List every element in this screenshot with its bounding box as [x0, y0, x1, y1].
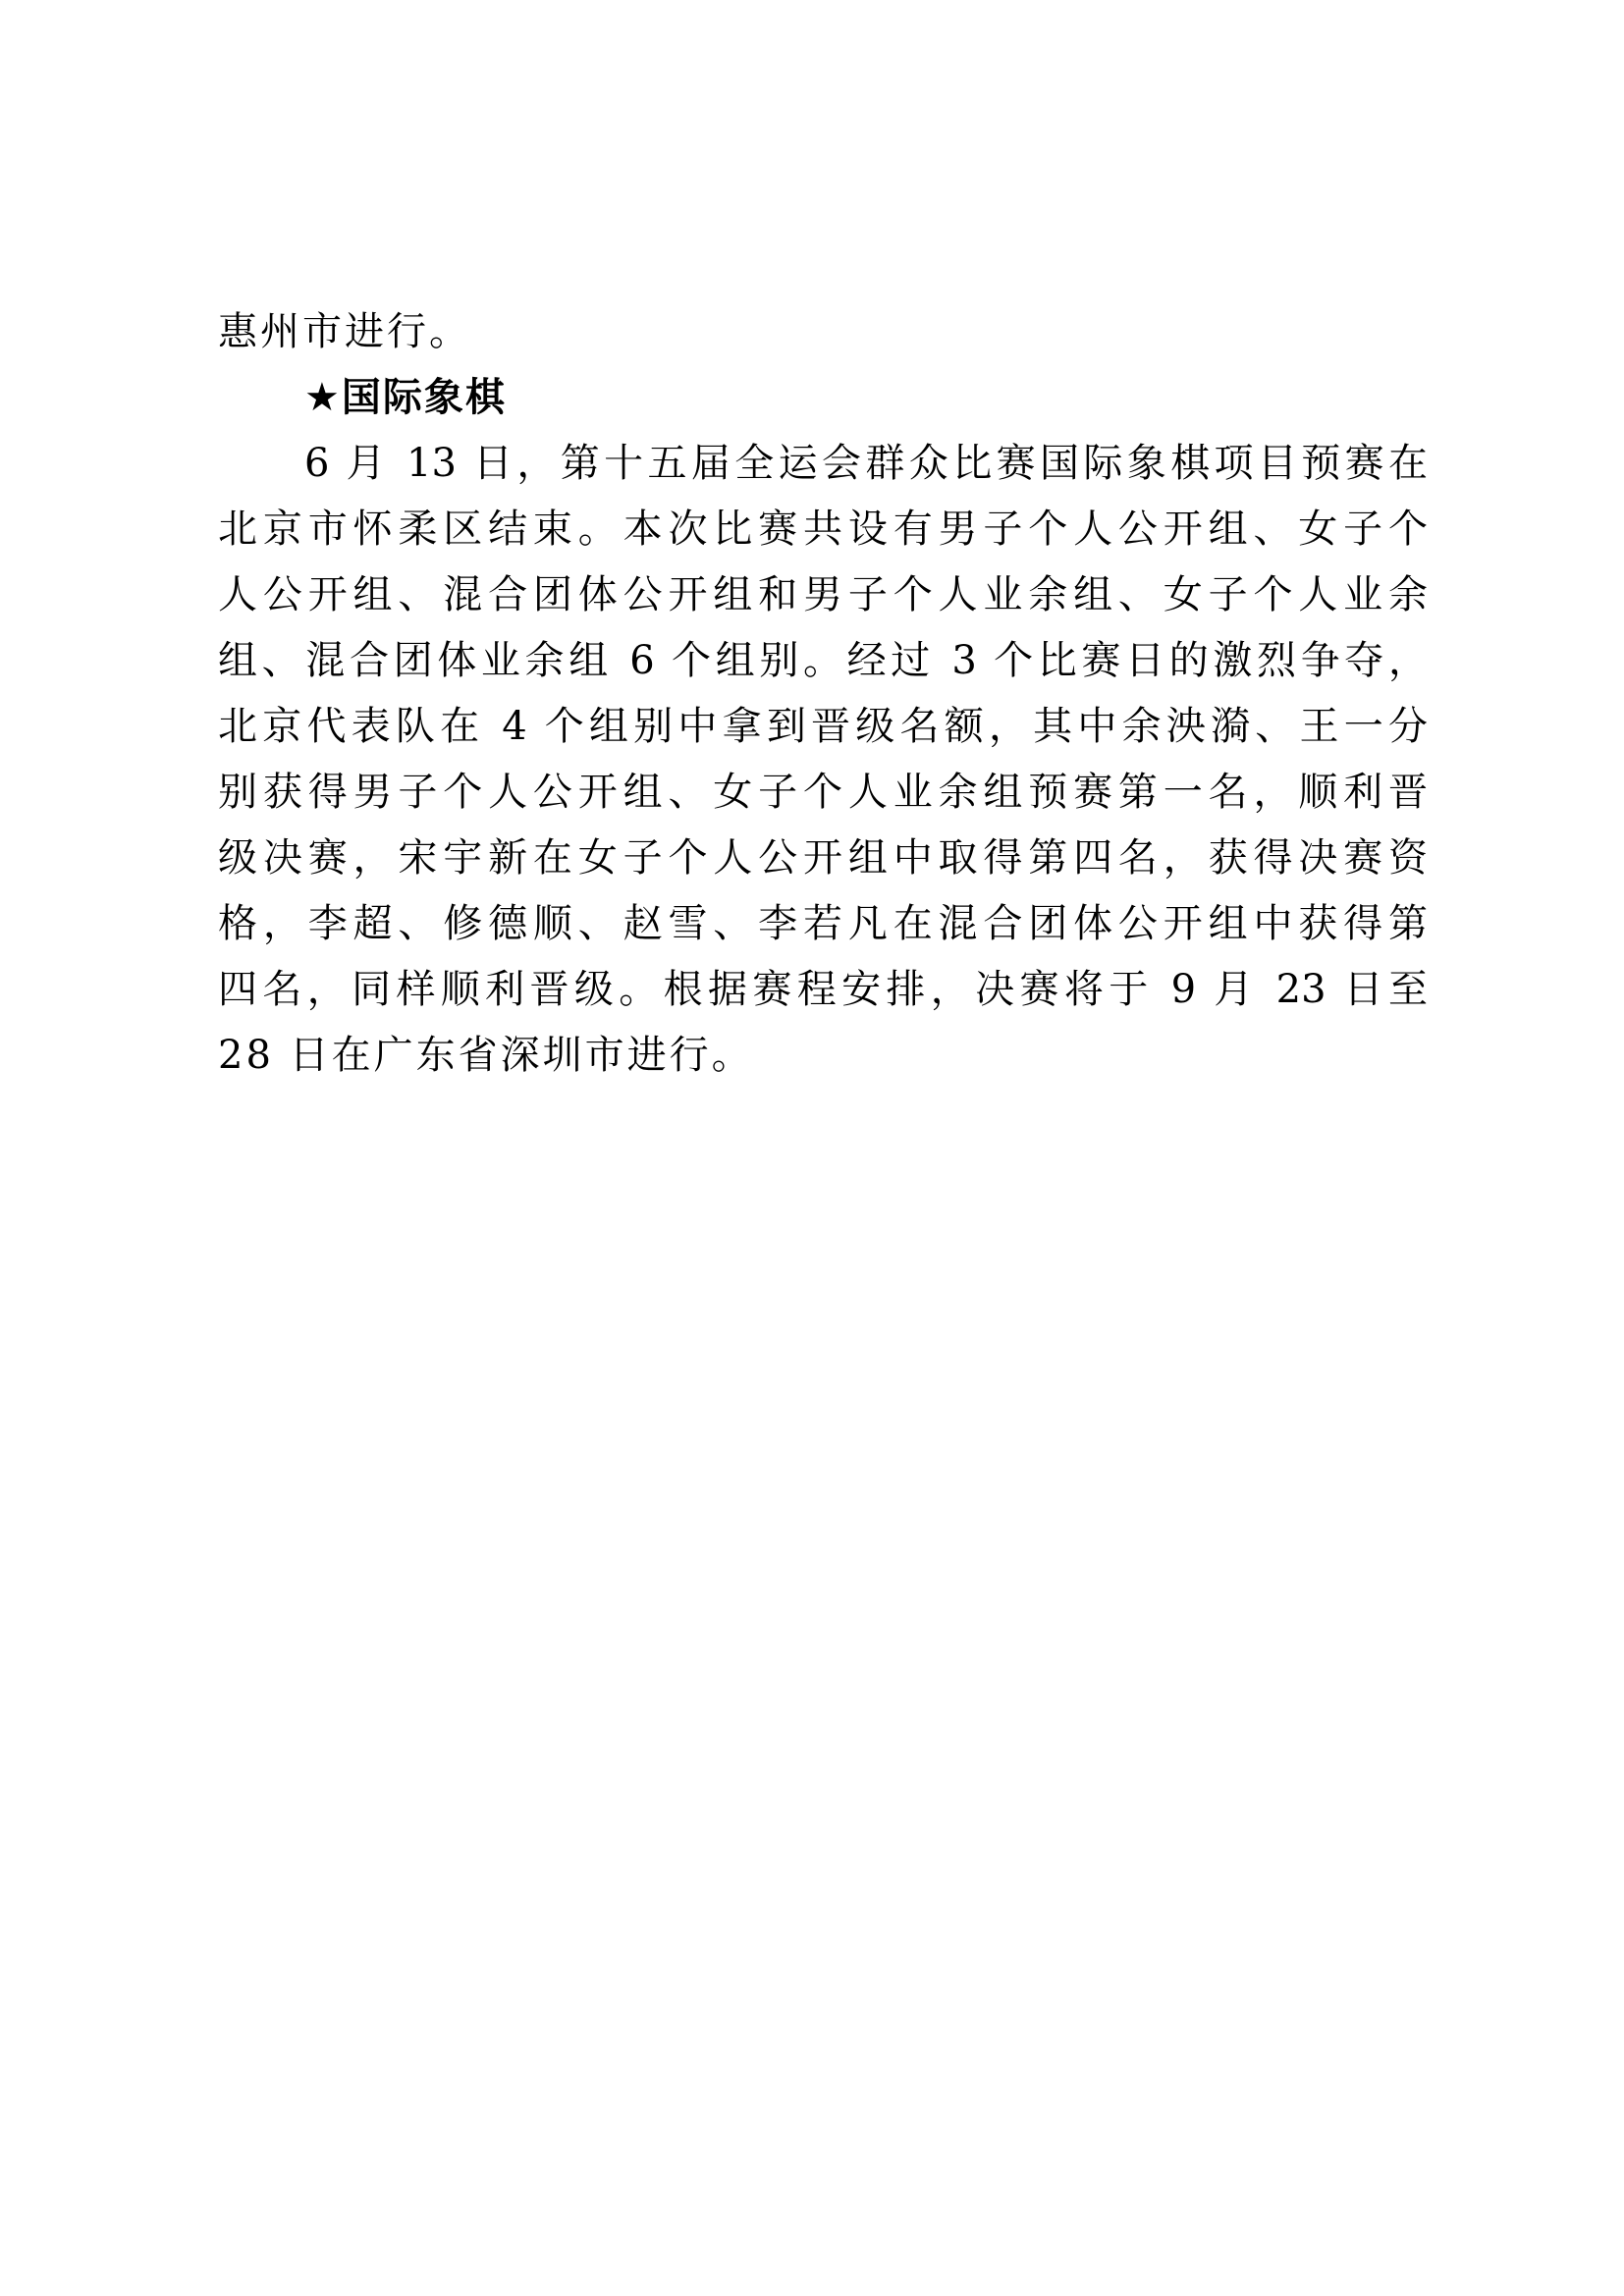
paragraph-line: 别获得男子个人公开组、女子个人业余组预赛第一名，顺利晋 — [218, 770, 1428, 815]
paragraph-line: 格，李超、修德顺、赵雪、李若凡在混合团体公开组中获得第 — [218, 901, 1428, 946]
paragraph-line: 级决赛，宋宇新在女子个人公开组中取得第四名，获得决赛资 — [218, 835, 1428, 881]
paragraph-line: 组、混合团体业余组 6 个组别。经过 3 个比赛日的激烈争夺， — [218, 638, 1428, 683]
paragraph-line: 人公开组、混合团体公开组和男子个人业余组、女子个人业余 — [218, 572, 1428, 617]
document-body — [218, 299, 1428, 1089]
paragraph — [218, 431, 1428, 1089]
paragraph-line: 四名，同样顺利晋级。根据赛程安排，决赛将于 9 月 23 日至 — [218, 967, 1428, 1012]
paragraph-line: 6 月 13 日，第十五届全运会群众比赛国际象棋项目预赛在 — [304, 441, 1428, 486]
paragraph-line: 北京市怀柔区结束。本次比赛共设有男子个人公开组、女子个 — [218, 507, 1428, 552]
paragraph-line: 28 日在广东省深圳市进行。 — [218, 1033, 754, 1078]
previous-paragraph-tail: 惠州市进行。 — [218, 309, 471, 354]
paragraph-line: 北京代表队在 4 个组别中拿到晋级名额，其中余泱漪、王一分 — [218, 704, 1428, 749]
section-heading: ★国际象棋 — [304, 375, 507, 420]
